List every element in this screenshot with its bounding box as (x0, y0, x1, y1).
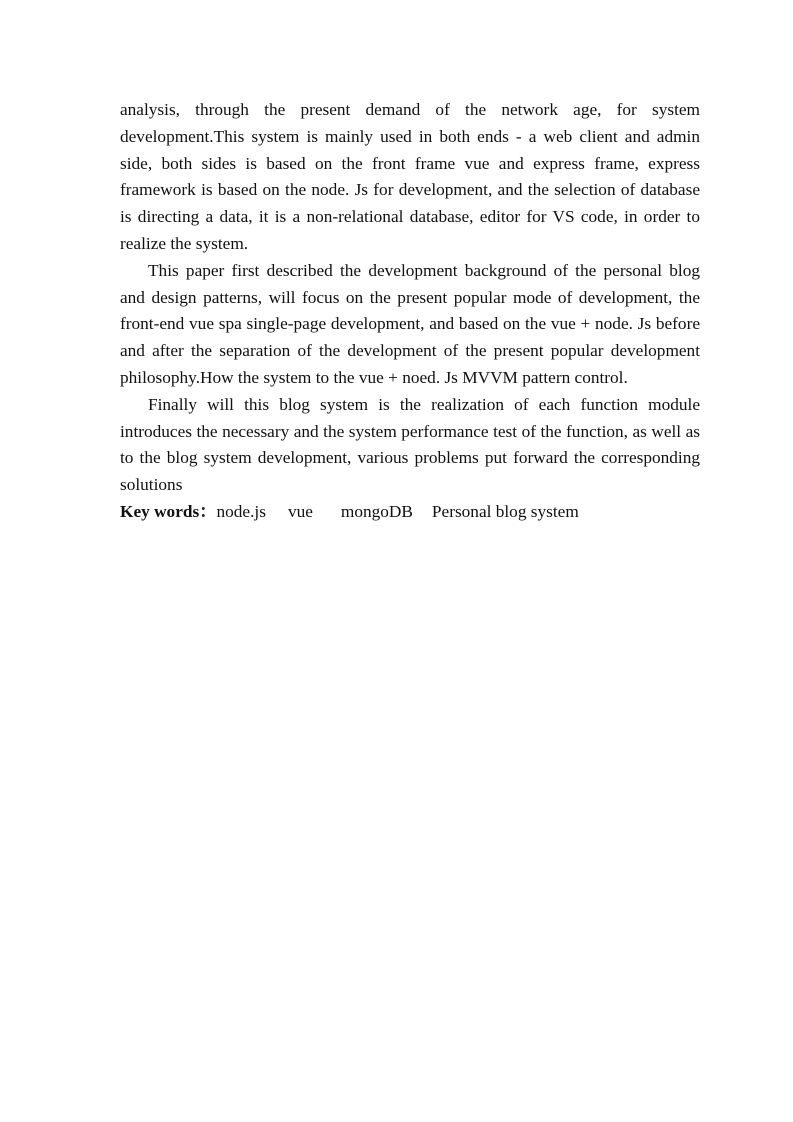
abstract-paragraph-continuation: analysis, through the present demand of the network age, for system development.This system is mainly used in both ends - a web client and admin side, both sides is based on the front frame vue and express frame, express framework is based on the node. Js for development, and the selection of database is directing a data, it is a non-relational database, editor for VS code, in order to realize the system. (120, 100, 700, 253)
keywords-line (120, 499, 700, 526)
abstract-paragraph: This paper first described the development background of the personal blog and design patterns, will focus on the present popular mode of development, the front-end vue spa single-page development, and based on the vue + node. Js before and after the separation of the development of the present popular development philosophy.How the system to the vue + noed. Js MVVM pattern control. (120, 260, 700, 387)
keywords-label: Key words： (120, 501, 217, 521)
abstract-body (120, 97, 700, 526)
abstract-paragraph: Finally will this blog system is the realization of each function module introduces the necessary and the system performance test of the function, as well as to the blog system development, various problems put forward the corresponding solutions (120, 394, 700, 495)
keyword-item: mongoDB (340, 501, 413, 521)
keyword-item: node.js (216, 501, 266, 521)
keyword-item: Personal blog system (431, 501, 579, 521)
keyword-item: vue (287, 501, 313, 521)
